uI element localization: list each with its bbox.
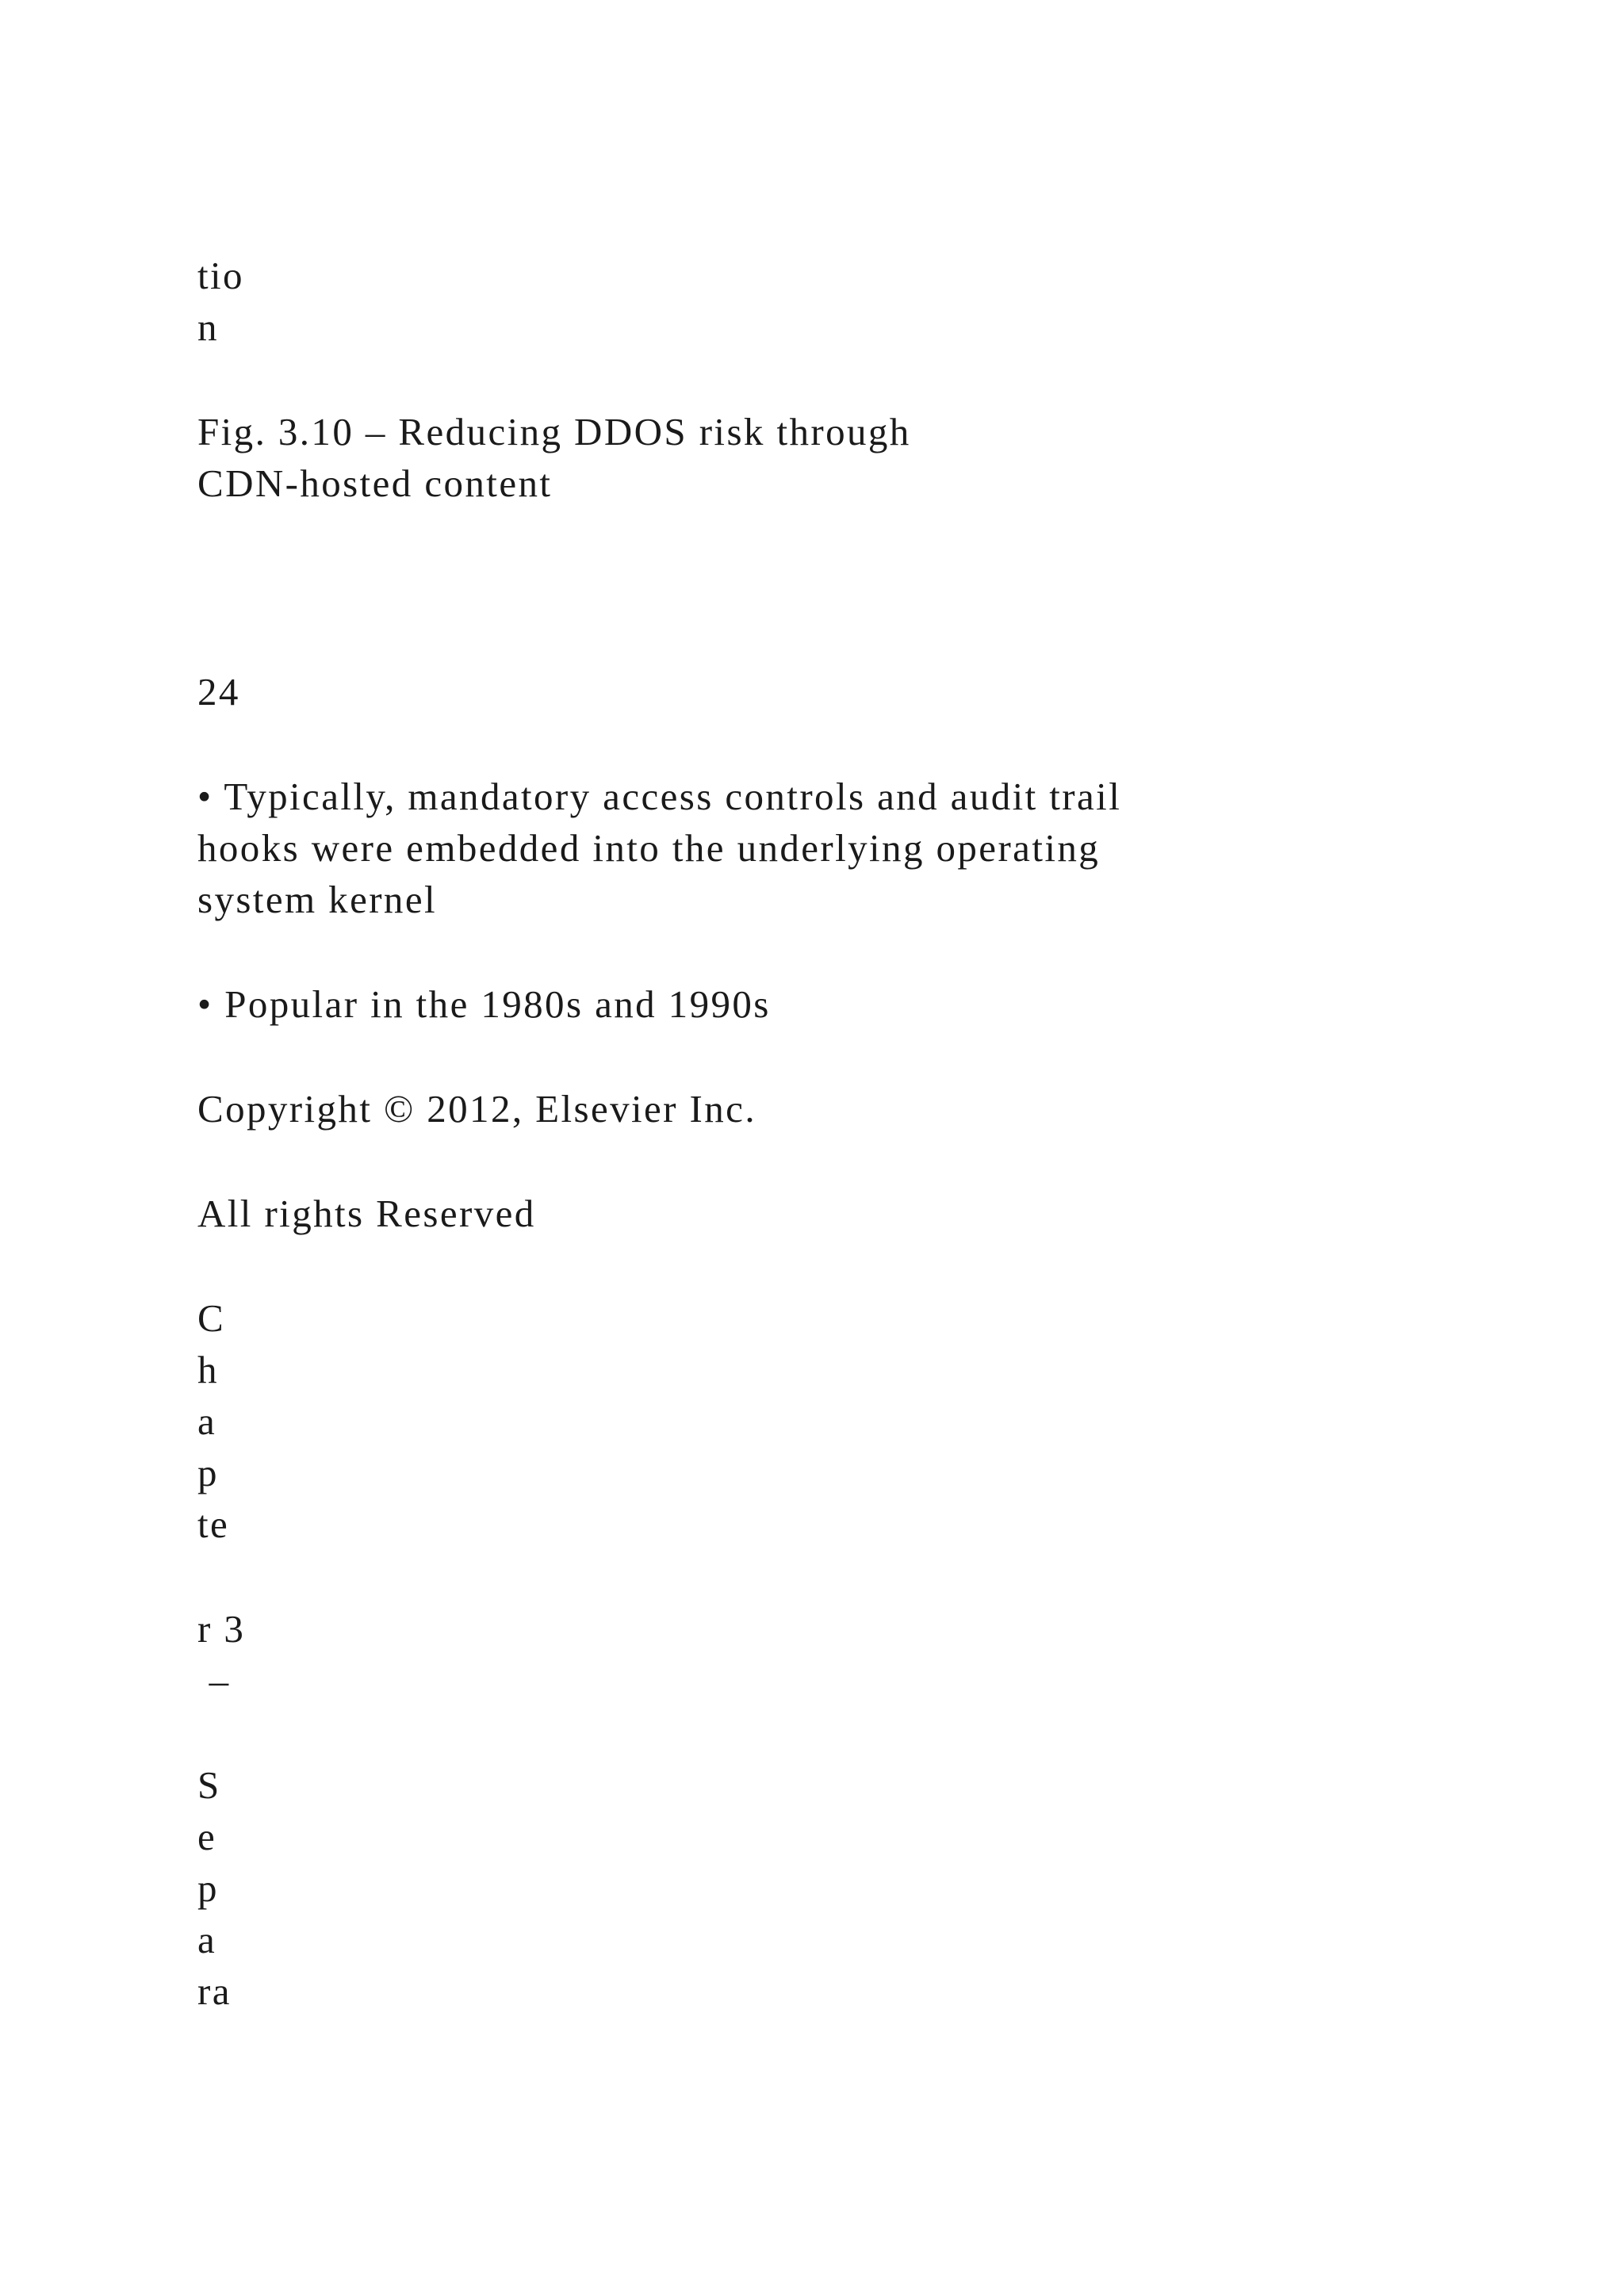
vertical-title-char: te <box>197 1502 230 1546</box>
vertical-title-char: h <box>197 1348 219 1391</box>
figure-caption-line-2: CDN-hosted content <box>197 461 553 505</box>
vertical-title-char: e <box>197 1815 217 1858</box>
bullet-1-line-1: • Typically, mandatory access controls and audit trail <box>197 775 1122 818</box>
word-fragment-line: n <box>197 305 219 349</box>
vertical-title-char: p <box>197 1451 219 1494</box>
vertical-title-char: – <box>197 1659 231 1702</box>
vertical-title-char: ra <box>197 1969 232 2013</box>
vertical-title-char: S <box>197 1763 221 1807</box>
copyright-notice: Copyright © 2012, Elsevier Inc. <box>197 1087 756 1131</box>
vertical-title-char: C <box>197 1296 226 1340</box>
bullet-1-line-3: system kernel <box>197 878 437 921</box>
bullet-1-line-2: hooks were embedded into the underlying operating <box>197 826 1101 870</box>
vertical-title-char: p <box>197 1866 219 1910</box>
vertical-title-char: r 3 <box>197 1607 246 1651</box>
word-fragment-line: tio <box>197 254 244 297</box>
page-number: 24 <box>197 670 240 714</box>
figure-caption-line-1: Fig. 3.10 – Reducing DDOS risk through <box>197 410 911 453</box>
vertical-title-char: a <box>197 1918 217 1961</box>
rights-notice: All rights Reserved <box>197 1192 536 1235</box>
vertical-title-char: a <box>197 1399 217 1443</box>
bullet-2-line-1: • Popular in the 1980s and 1990s <box>197 982 771 1026</box>
